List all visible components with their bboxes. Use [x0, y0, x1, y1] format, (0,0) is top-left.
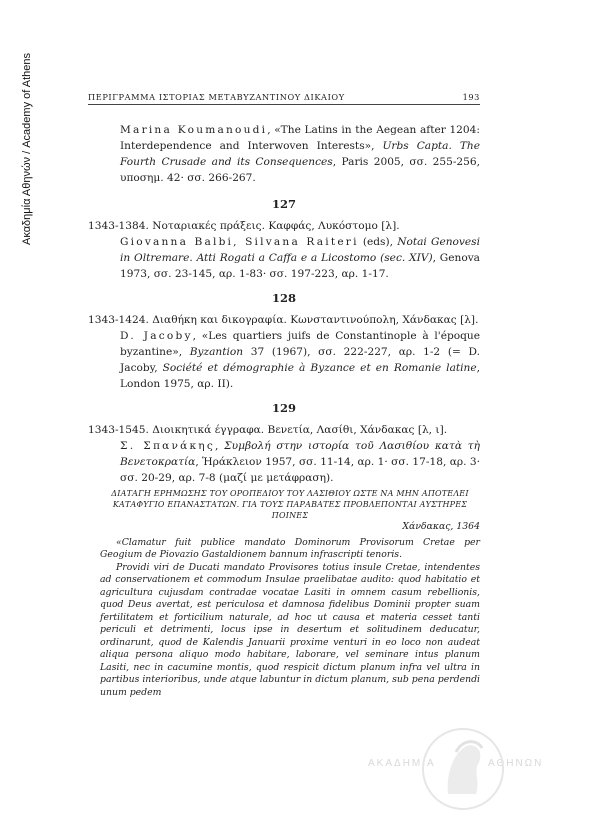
entry-number: 128 — [271, 291, 296, 305]
document-place-date: Χάνδακας, 1364 — [402, 521, 480, 532]
main-text — [88, 122, 480, 486]
academy-seal-icon — [418, 724, 508, 814]
watermark-text: ΑΚΑΔΗΜΙΑ — [368, 758, 436, 769]
entry-date-line: 1343-1424. Διαθήκη και δικογραφία. Κωνσταντινούπολη, Χάνδακας [λ]. — [88, 314, 479, 326]
italic-title: Société et démographie à Byzance et en Romanie latine — [162, 362, 477, 374]
latin-paragraph: Providi viri de Ducati mandato Provisores totius insule Cretae, intendentes ad conservationem et commodum Insulae praelibatae audito: quod habitatio et agricultura cujusdam contradae vocatae Lasiti in omnem casum rebellionis, quod Deus avertat, est periculosa et damnosa fidelibus Dominii propter suam fertilitatem et forticilium naturale, ad hoc ut causa et materia cesset tanti periculi et detrimenti, locus ipse in desertum et solitudinem deducatur, ordinarunt, quod de Kalendis Januarii proxime venturi in eo loco non audeat aliqua persona aliquo modo habitare, laborare, vel seminare intus planum Lasiti, nec in cacumine montis, quod respicit dictum planum infra vel ultra in partibus interioribus, unde atque labuntur in dictum planum, sub pena perdendi unum pedem — [100, 561, 480, 698]
italic-title: Συμβολή στην ιστορία τοῦ Λασιθίου κατὰ τὴ Βενετοκρατία — [120, 440, 480, 468]
reference-entry: Giovanna Balbi, Silvana Raiteri (eds), Notai Genovesi in Oltremare. Atti Rogati a Caffa e a Licostomo (sec. XIV), Genova 1973, σσ. 23-145, αρ. 1-83· σσ. 197-223, αρ. 1-17. — [120, 236, 480, 280]
header-title: ΠΕΡΙΓΡΑΜΜΑ ΙΣΤΟΡΙΑΣ ΜΕΤΑΒΥΖΑΝΤΙΝΟΥ ΔΙΚΑΙΟΥ — [88, 92, 345, 102]
latin-paragraph: «Clamatur fuit publice mandato Dominorum Provisorum Cretae per Geogium de Piovazio Gastaldionem bannum infrascripti tenoris. — [100, 536, 480, 560]
italic-title: Notai Genovesi in Oltremare. Atti Rogati a Caffa e a Licostomo (sec. XIV) — [120, 236, 480, 264]
author-name: Σ. Σπανάκης — [120, 440, 215, 452]
italic-title: Byzantion — [189, 346, 244, 358]
entry-number: 127 — [271, 197, 296, 211]
reference-entry: Σ. Σπανάκης, Συμβολή στην ιστορία τοῦ Λασιθίου κατὰ τὴ Βενετοκρατία, Ἡράκλειον 1957, σσ. 11-14, αρ. 1· σσ. 17-18, αρ. 3· σσ. 20-29, αρ. 7-8 (μαζί με μετάφραση). — [120, 440, 480, 484]
side-label: Ακαδημία Αθηνών / Academy of Athens — [21, 52, 33, 245]
entry-date-line: 1343-1545. Διοικητικά έγγραφα. Βενετία, Λασίθι, Χάνδακας [λ, ι]. — [88, 424, 448, 436]
author-name: Marina Koumanoudi — [120, 124, 268, 136]
italic-title: Urbs Capta. The Fourth Crusade and its Consequences — [120, 140, 480, 168]
entry-number: 129 — [271, 401, 296, 415]
latin-document — [100, 488, 480, 699]
page-number: 193 — [462, 92, 480, 102]
reference-entry: D. Jacoby, «Les quartiers juifs de Constantinople à l'époque byzantine», Byzantion 37 (1967), σσ. 222-227, αρ. 1-2 (= D. Jacoby, Société et démographie à Byzance et en Romanie latine, London 1975, αρ. II). — [120, 330, 480, 390]
running-header — [88, 92, 480, 105]
reference-entry: Marina Koumanoudi, «The Latins in the Aegean after 1204: Interdependence and Interwoven Interests», Urbs Capta. The Fourth Crusade and its Consequences, Paris 2005, σσ. 255-256, υποσημ. 42· σσ. 266-267. — [120, 124, 480, 184]
author-name: Giovanna Balbi, Silvana Raiteri — [120, 236, 359, 248]
entry-date-line: 1343-1384. Νοταριακές πράξεις. Καφφάς, Λυκόστομο [λ]. — [88, 220, 400, 232]
watermark-text: ΑΘΗΝΩΝ — [488, 758, 544, 769]
author-name: D. Jacoby — [120, 330, 193, 342]
document-title: ΔΙΑΤΑΓΗ ΕΡΗΜΩΣΗΣ ΤΟΥ ΟΡΟΠΕΔΙΟΥ ΤΟΥ ΛΑΣΙΘΙΟΥ ΩΣΤΕ ΝΑ ΜΗΝ ΑΠΟΤΕΛΕΙ ΚΑΤΑΦΥΓΙΟ ΕΠΑΝΑΣΤΑΤΩΝ. ΓΙΑ ΤΟΥΣ ΠΑΡΑΒΑΤΕΣ ΠΡΟΒΛΕΠΟΝΤΑΙ ΑΥΣΤΗΡΕΣ ΠΟΙΝΕΣ — [111, 489, 469, 520]
